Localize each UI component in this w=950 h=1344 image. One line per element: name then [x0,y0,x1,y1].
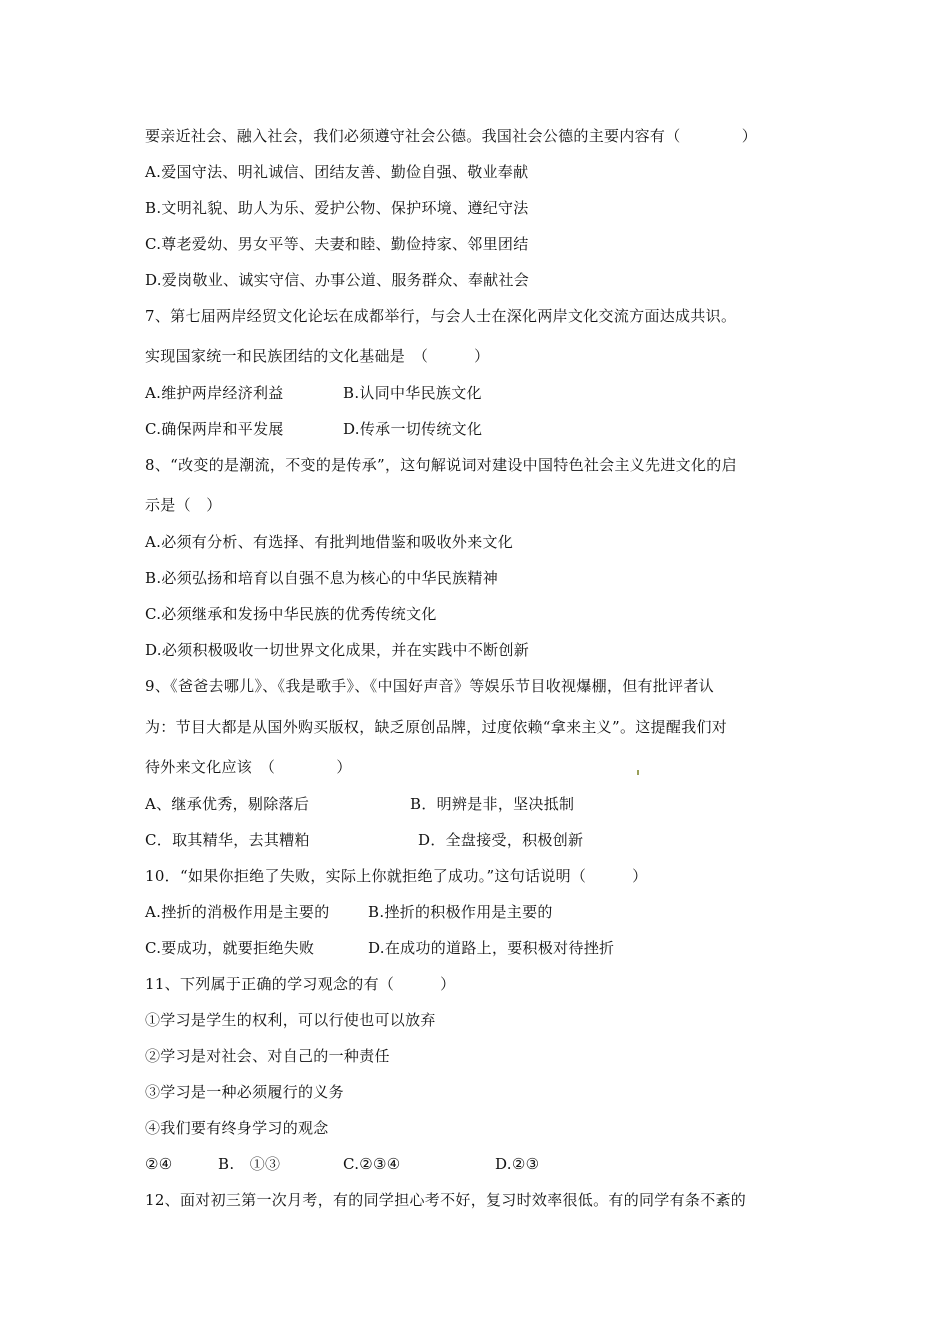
q8-option-b: B.必须弘扬和培育以自强不息为核心的中华民族精神 [145,569,498,587]
q9-option-c: C．取其精华，去其糟粕 [145,831,310,849]
q10-option-d: D.在成功的道路上，要积极对待挫折 [368,939,615,957]
q9-option-a: A、继承优秀，剔除落后 [145,795,310,813]
q11-stem: 11、下列属于正确的学习观念的有（ ） [145,975,456,993]
q9-option-b: B．明辨是非，坚决抵制 [410,795,575,813]
q11-option-d: D.②③ [495,1155,540,1173]
q8-stem-line-1: 8、“改变的是潮流，不变的是传承”，这句解说词对建设中国特色社会主义先进文化的启 [145,456,737,474]
q11-item-3: ③学习是一种必须履行的义务 [145,1083,344,1101]
q9-stem-line-2: 为：节目大都是从国外购买版权，缺乏原创品牌，过度依赖“拿来主义”。这提醒我们对 [145,718,728,736]
q11-item-2: ②学习是对社会、对自己的一种责任 [145,1047,390,1065]
q8-stem-line-2: 示是（ ） [145,496,222,514]
q7-stem-line-2: 实现国家统一和民族团结的文化基础是 （ ） [145,347,490,365]
q10-option-c: C.要成功，就要拒绝失败 [145,939,315,957]
q10-option-a: A.挫折的消极作用是主要的 [145,903,330,921]
q8-option-c: C.必须继承和发扬中华民族的优秀传统文化 [145,605,437,623]
q9-stem-line-3: 待外来文化应该 （ ） [145,758,352,776]
q6-option-a: A.爱国守法、明礼诚信、团结友善、勤俭自强、敬业奉献 [145,163,529,181]
q11-item-4: ④我们要有终身学习的观念 [145,1119,329,1137]
q8-option-a: A.必须有分析、有选择、有批判地借鉴和吸收外来文化 [145,533,514,551]
q11-item-1: ①学习是学生的权利，可以行使也可以放弃 [145,1011,436,1029]
q11-option-b: B. ①③ [218,1155,281,1173]
q7-option-c: C.确保两岸和平发展 [145,420,284,438]
q7-option-d: D.传承一切传统文化 [343,420,483,438]
q6-option-d: D.爱岗敬业、诚实守信、办事公道、服务群众、奉献社会 [145,271,530,289]
scan-speck [637,770,639,775]
q9-stem-line-1: 9、《爸爸去哪儿》、《我是歌手》、《中国好声音》等娱乐节目收视爆棚，但有批评者认 [145,677,715,695]
q9-option-d: D．全盘接受，积极创新 [418,831,584,849]
q6-option-c: C.尊老爱幼、男女平等、夫妻和睦、勤俭持家、邻里团结 [145,235,529,253]
q8-option-d: D.必须积极吸收一切世界文化成果，并在实践中不断创新 [145,641,530,659]
q6-option-b: B.文明礼貌、助人为乐、爱护公物、保护环境、遵纪守法 [145,199,529,217]
q10-stem: 10．“如果你拒绝了失败，实际上你就拒绝了成功。”这句话说明（ ） [145,867,648,885]
q7-stem-line-1: 7、第七届两岸经贸文化论坛在成都举行，与会人士在深化两岸文化交流方面达成共识。 [145,307,737,325]
q11-option-a: ②④ [145,1155,173,1173]
q12-stem-line-1: 12、面对初三第一次月考，有的同学担心考不好，复习时效率很低。有的同学有条不紊的 [145,1191,747,1209]
q7-option-a: A.维护两岸经济利益 [145,384,284,402]
q10-option-b: B.挫折的积极作用是主要的 [368,903,553,921]
q7-option-b: B.认同中华民族文化 [343,384,482,402]
q6-stem: 要亲近社会、融入社会，我们必须遵守社会公德。我国社会公德的主要内容有（ ） [145,127,758,145]
q11-option-c: C.②③④ [343,1155,401,1173]
